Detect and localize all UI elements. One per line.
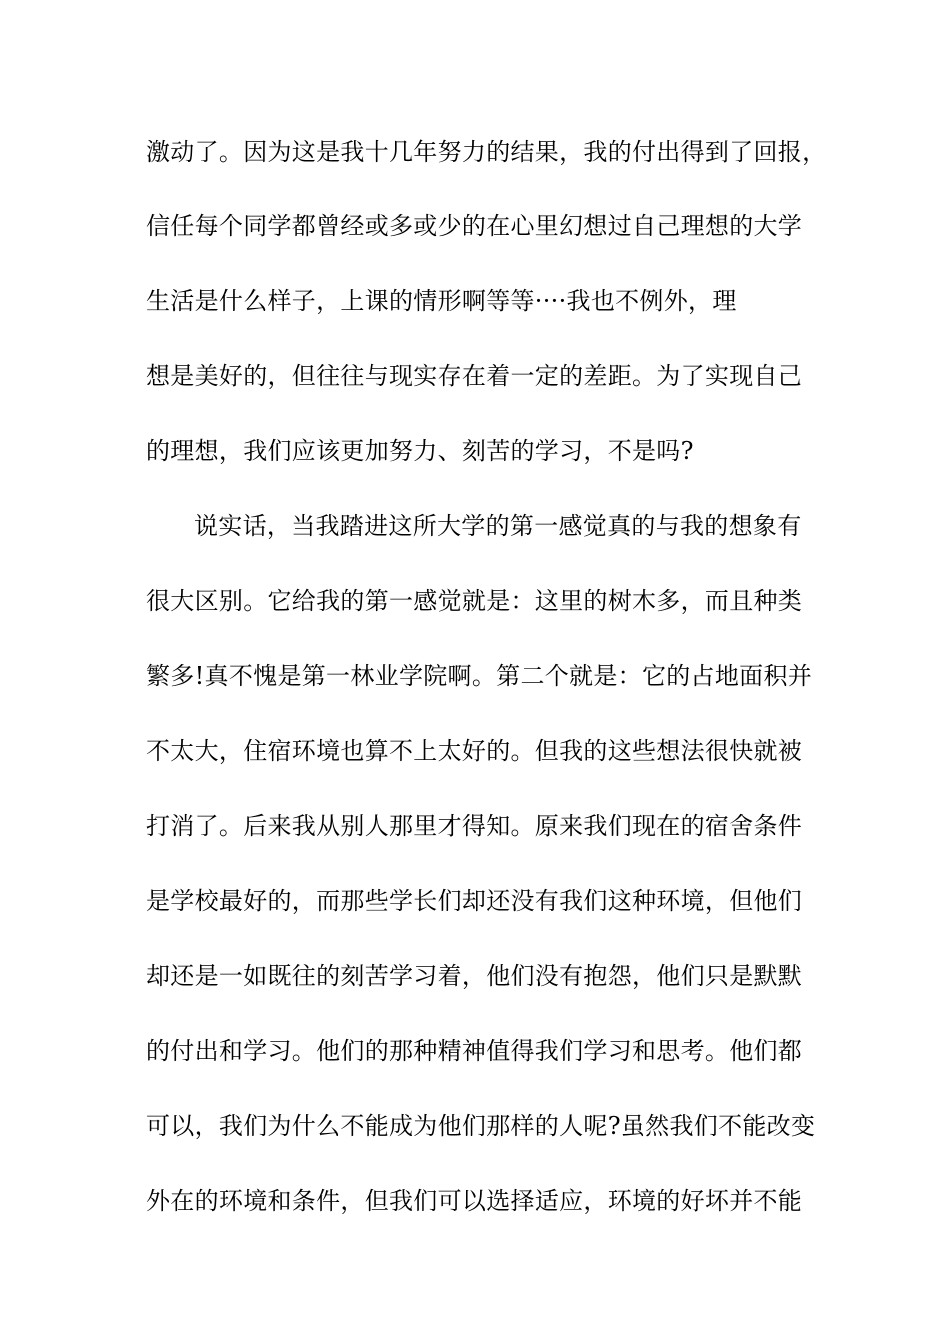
- text-line: 信任每个同学都曾经或多或少的在心里幻想过自己理想的大学: [146, 212, 803, 240]
- text-line: 却还是一如既往的刻苦学习着，他们没有抱怨，他们只是默默: [146, 962, 803, 990]
- text-line: 繁多!真不愧是第一林业学院啊。第二个就是：它的占地面积并: [146, 662, 813, 690]
- text-line: 激动了。因为这是我十几年努力的结果，我的付出得到了回报，: [146, 138, 827, 166]
- text-line: 想是美好的，但往往与现实存在着一定的差距。为了实现自己: [146, 362, 803, 390]
- paragraph-first-line: 说实话，当我踏进这所大学的第一感觉真的与我的想象有: [194, 512, 802, 540]
- text-line: 是学校最好的，而那些学长们却还没有我们这种环境，但他们: [146, 887, 803, 915]
- text-line: 不太大，住宿环境也算不上太好的。但我的这些想法很快就被: [146, 737, 803, 765]
- text-line: 外在的环境和条件，但我们可以选择适应，环境的好坏并不能: [146, 1187, 803, 1215]
- text-line: 很大区别。它给我的第一感觉就是：这里的树木多，而且种类: [146, 587, 803, 615]
- text-line: 生活是什么样子，上课的情形啊等等····我也不例外，理: [146, 287, 737, 315]
- text-line: 可以，我们为什么不能成为他们那样的人呢?虽然我们不能改变: [146, 1112, 816, 1140]
- text-line: 打消了。后来我从别人那里才得知。原来我们现在的宿舍条件: [146, 812, 803, 840]
- text-line: 的理想，我们应该更加努力、刻苦的学习，不是吗?: [146, 437, 694, 465]
- text-line: 的付出和学习。他们的那种精神值得我们学习和思考。他们都: [146, 1037, 803, 1065]
